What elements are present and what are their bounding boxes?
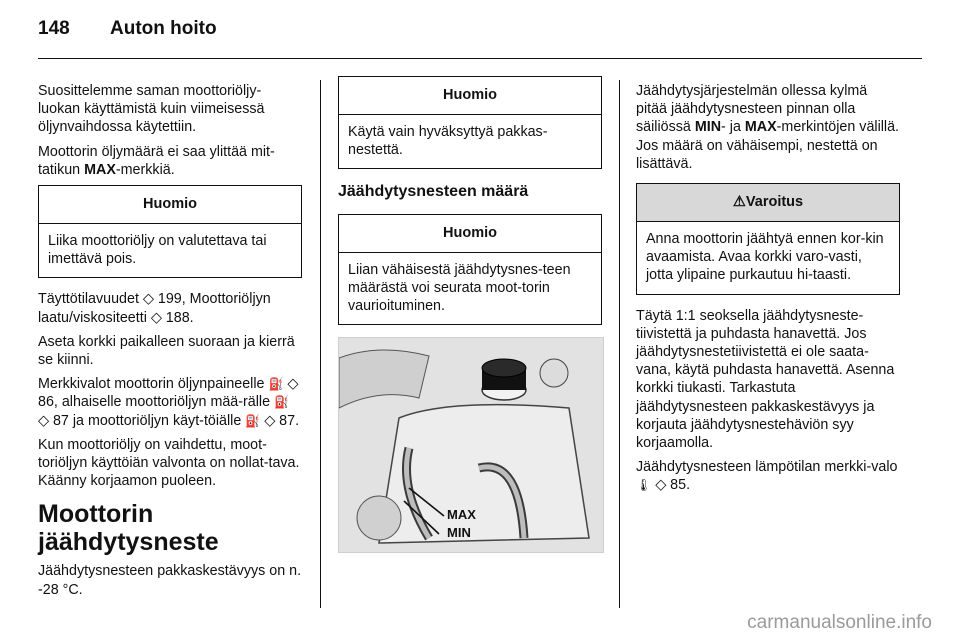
note-body: Käytä vain hyväksyttyä pakkas-nestettä.: [348, 124, 548, 159]
page-header: [38, 18, 217, 40]
paragraph-cap: Aseta korkki paikalleen suoraan ja kierrä se kiinni.: [38, 333, 295, 369]
paragraph-dipstick: [38, 143, 302, 179]
text: Jäähdytysnesteen lämpötilan merkki-valo: [636, 459, 898, 476]
page-number: 148: [38, 18, 70, 39]
section-title: Auton hoito: [110, 18, 217, 39]
text: Varoitus: [745, 194, 804, 211]
text: ◇ 86, alhaiselle moottoriöljyn mää-rälle: [38, 376, 299, 411]
heading-engine-coolant: Moottorin jäähdytysneste: [38, 500, 219, 557]
max-mark-text: MAX: [744, 119, 777, 136]
note-title: Huomio: [339, 77, 601, 115]
text: - ja: [721, 119, 745, 136]
text: -merkintöjen välillä. Jos määrä on vähäisempi, nestettä on lisättävä.: [636, 119, 900, 172]
watermark: carmanualsonline.info: [747, 612, 932, 633]
text: -merkkiä.: [115, 161, 175, 178]
oil-can-icon: ⛽: [268, 377, 284, 392]
column-divider-2: [619, 80, 620, 608]
note-body: Liika moottoriöljy on valutettava tai imettävä pois.: [48, 233, 267, 268]
paragraph-frost-protection: Jäähdytysnesteen pakkaskestävyys on n. -28 °C.: [38, 563, 302, 598]
paragraph-capacities: Täyttötilavuudet ◇ 199, Moottoriöljyn laatu/viskositeetti ◇ 188.: [38, 291, 271, 326]
text: Moottorin öljymäärä ei saa ylittää mit-tatikun: [38, 143, 275, 178]
warning-box: [636, 183, 900, 295]
warning-triangle-icon: ⚠: [732, 194, 746, 211]
max-label: MAX: [447, 507, 476, 523]
paragraph-oil-life-reset: Kun moottoriöljy on vaihdettu, moot-toriöljyn käyttöiän valvonta on nollat-tava. Käänny korjaamon puoleen.: [38, 436, 300, 490]
column-1: [38, 82, 302, 605]
column-divider-1: [320, 80, 321, 608]
text: Jäähdytysjärjestelmän ollessa kylmä pitää jäähdytysnesteen pinnan olla säiliössä: [636, 83, 868, 136]
paragraph-temp-light: [636, 458, 900, 494]
oil-level-icon: ⛽: [274, 395, 289, 410]
note-title: Huomio: [339, 215, 601, 253]
warning-title: [637, 184, 899, 222]
coolant-reservoir-illustration: [338, 337, 604, 553]
column-2: [338, 76, 602, 553]
oil-life-icon: ⛽: [245, 413, 261, 428]
header-rule: [38, 58, 922, 59]
note-box-antifreeze: [338, 76, 602, 169]
heading-coolant-level: Jäähdytysnesteen määrä: [338, 183, 529, 201]
note-body: Liian vähäisestä jäähdytysnes-teen määrästä voi seurata moot-torin vaurioituminen.: [348, 261, 571, 315]
min-mark-text: MIN: [694, 119, 722, 136]
max-mark-text: MAX: [84, 161, 116, 178]
note-box-low-coolant: [338, 214, 602, 326]
column-3: [636, 82, 900, 501]
text: Merkkivalot moottorin öljynpaineelle: [38, 376, 269, 393]
text: ◇ 87 ja moottoriöljyn käyt-töiälle: [38, 412, 246, 429]
paragraph-oil-grade: Suosittelemme saman moottoriöljy-luokan käyttämistä kuin viimeisessä öljynvaihdossa käytettiin.: [38, 83, 265, 136]
coolant-temperature-icon: 🌡: [636, 478, 652, 493]
min-label: MIN: [447, 525, 471, 541]
text: ◇ 85.: [651, 477, 691, 494]
paragraph-refill: Täytä 1:1 seoksella jäähdytysneste-tiivistettä ja puhdasta hanavettä. Jos jäähdytysnestetiivistettä ei ole saata-vana, käytä puhdasta hanavettä. Asenna korkki tiukasti. Tarkastuta jäähdytysnesteen pakkaskestävyys ja korjauta jäähdytysnestehäviön syy korjaamolla.: [636, 307, 895, 452]
warning-body: Anna moottorin jäähtyä ennen kor-kin avaamista. Avaa korkki varo-vasti, jotta ylipaine purkautuu hi-taasti.: [646, 231, 884, 284]
note-title: Huomio: [39, 186, 301, 224]
paragraph-warning-lights: [38, 375, 302, 430]
paragraph-cold-level: [636, 82, 900, 173]
note-box-oil: [38, 185, 302, 278]
text: ◇ 87.: [260, 412, 300, 429]
